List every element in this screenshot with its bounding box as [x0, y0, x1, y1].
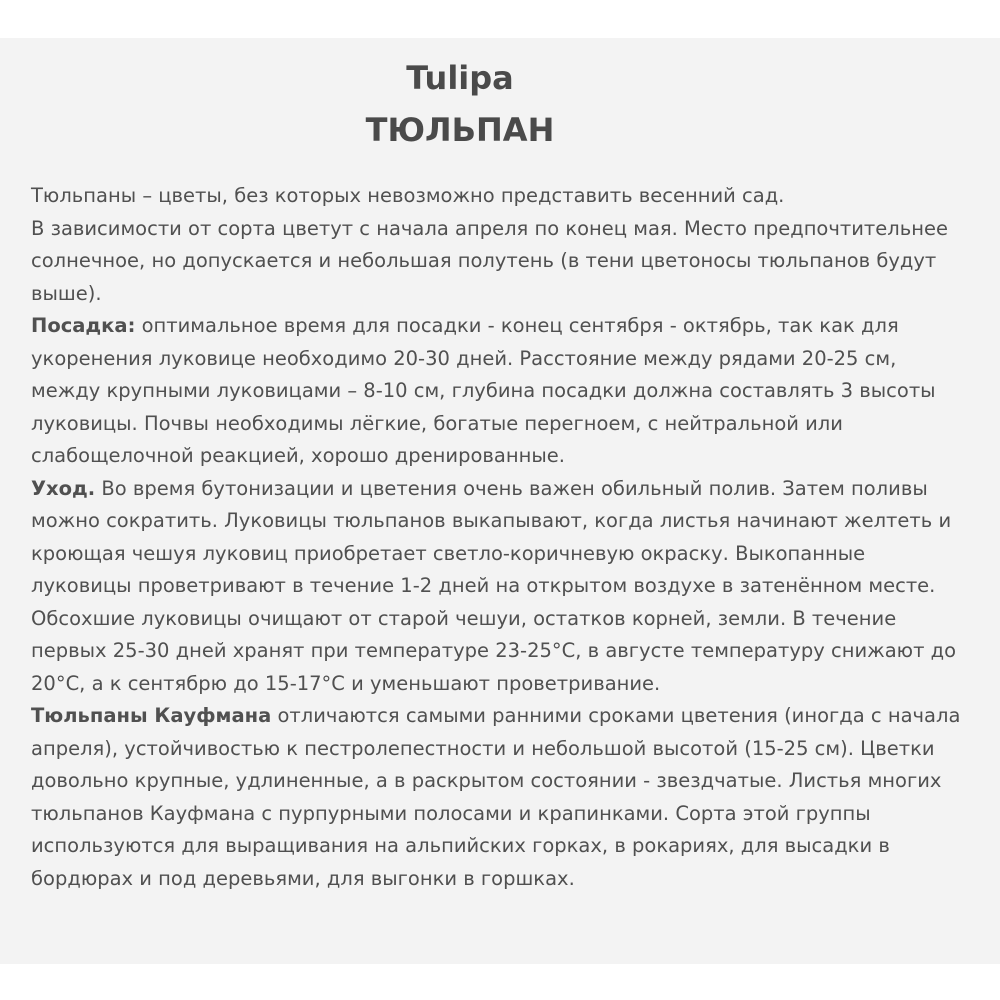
text-line	[31, 440, 981, 473]
text-line	[31, 408, 981, 441]
line-text: кроющая чешуя луковиц приобретает светло-коричневую окраску. Выкопанные	[31, 541, 866, 565]
line-text: укоренения луковице необходимо 20-30 дней. Расстояние между рядами 20-25 см,	[31, 346, 897, 370]
text-line	[31, 375, 981, 408]
line-text: оптимальное время для посадки - конец сентября - октябрь, так как для	[135, 314, 899, 337]
line-text: между крупными луковицами – 8-10 см, глубина посадки должна составлять 3 высоты	[31, 379, 936, 402]
line-text: бордюрах и под деревьями, для выгонки в горшках.	[31, 866, 575, 890]
text-line	[31, 733, 981, 766]
text-line	[31, 538, 981, 571]
text-line	[31, 700, 981, 733]
title-latin: Tulipa	[406, 59, 514, 97]
text-line	[31, 863, 981, 896]
text-line	[31, 603, 981, 636]
text-line	[31, 278, 981, 311]
text-line	[31, 668, 981, 701]
line-text: апреля), устойчивостью к пестролепестности и небольшой высотой (15-25 см). Цветки	[31, 736, 935, 760]
line-text: тюльпанов Кауфмана с пурпурными полосами и крапинками. Сорта этой группы	[31, 801, 871, 825]
line-text: отличаются самыми ранними сроками цветения (иногда с начала	[271, 704, 961, 727]
text-line	[31, 180, 981, 213]
line-text: слабощелочной реакцией, хорошо дренированные.	[31, 444, 565, 467]
text-line	[31, 343, 981, 376]
line-text: довольно крупные, удлиненные, а в раскрытом состоянии - звездчатые. Листья многих	[31, 769, 942, 792]
line-text: можно сократить. Луковицы тюльпанов выкапывают, когда листья начинают желтеть и	[31, 509, 952, 532]
text-line	[31, 765, 981, 798]
text-line	[31, 213, 981, 246]
text-line	[31, 570, 981, 603]
text-line	[31, 505, 981, 538]
line-text: выше).	[31, 281, 102, 305]
line-text: первых 25-30 дней хранят при температуре 23-25°С, в августе температуру снижают до	[31, 639, 957, 662]
line-text: солнечное, но допускается и небольшая полутень (в тени цветоносы тюльпанов будут	[31, 249, 937, 272]
text-line	[31, 635, 981, 668]
text-line	[31, 473, 981, 506]
text-line	[31, 798, 981, 831]
line-text: луковицы. Почвы необходимы лёгкие, богатые перегноем, с нейтральной или	[31, 411, 843, 435]
text-line	[31, 310, 981, 343]
bold-lead: Посадка:	[31, 314, 136, 337]
bold-lead: Уход.	[31, 476, 96, 500]
title-russian: ТЮЛЬПАН	[365, 111, 555, 149]
line-text: Тюльпаны – цветы, без которых невозможно представить весенний сад.	[31, 184, 785, 207]
line-text: Обсохшие луковицы очищают от старой чешуи, остатков корней, земли. В течение	[31, 606, 897, 630]
line-text: В зависимости от сорта цветут с начала апреля по конец мая. Место предпочтительнее	[31, 216, 948, 240]
line-text: Во время бутонизации и цветения очень важен обильный полив. Затем поливы	[95, 476, 928, 500]
line-text: луковицы проветривают в течение 1-2 дней на открытом воздухе в затенённом месте.	[31, 574, 936, 597]
description-text	[31, 180, 981, 895]
bold-lead: Тюльпаны Кауфмана	[31, 704, 272, 727]
text-line	[31, 830, 981, 863]
line-text: используются для выращивания на альпийских горках, в рокариях, для высадки в	[31, 834, 890, 857]
line-text: 20°С, а к сентябрю до 15-17°С и уменьшают проветривание.	[31, 671, 661, 695]
text-line	[31, 245, 981, 278]
